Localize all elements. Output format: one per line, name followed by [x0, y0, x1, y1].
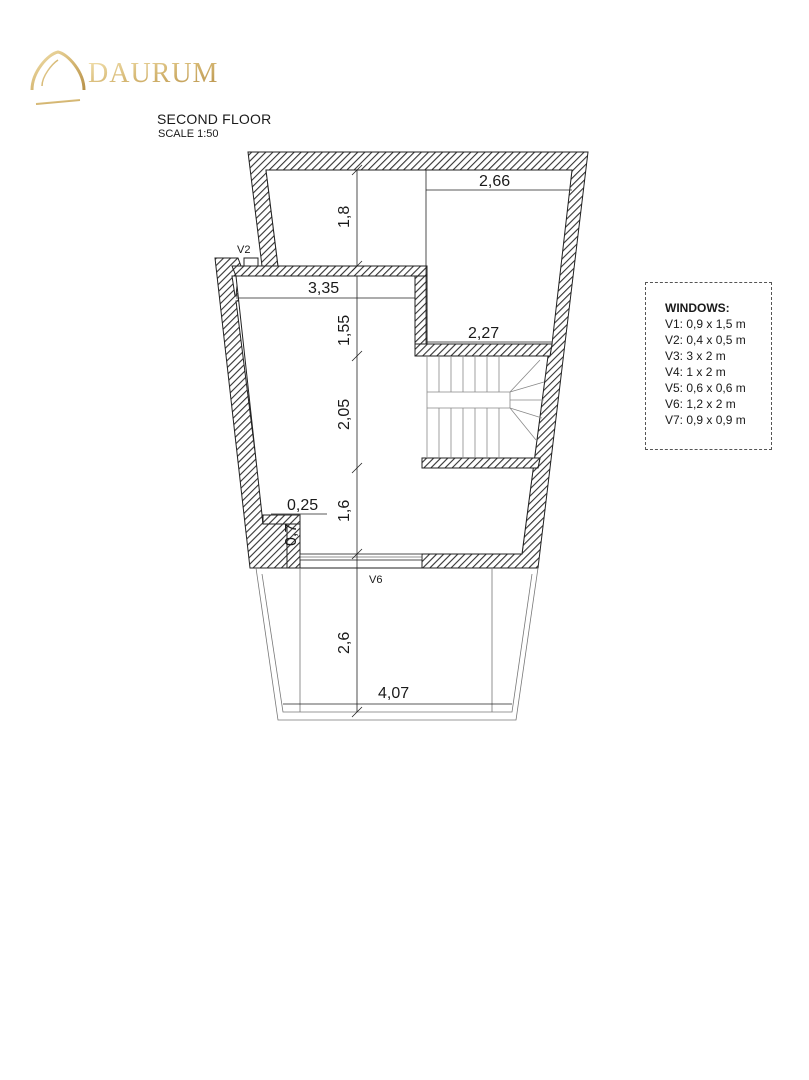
dim-mid-height-upper: 1,55 [336, 314, 353, 346]
legend-item: V3: 3 x 2 m [665, 349, 726, 363]
dim-terrace-height: 2,6 [336, 631, 353, 654]
legend-item: V7: 0,9 x 0,9 m [665, 413, 746, 427]
legend-item: V1: 0,9 x 1,5 m [665, 317, 746, 331]
drawing-scale: SCALE 1:50 [158, 128, 219, 140]
legend-item: V6: 1,2 x 2 m [665, 397, 736, 411]
dim-terrace-width: 4,07 [378, 685, 410, 702]
dim-mid-width: 3,35 [308, 280, 340, 297]
windows-legend [645, 282, 772, 450]
legend-title: WINDOWS: [665, 301, 730, 315]
drawing-title: SECOND FLOOR [157, 111, 272, 127]
legend-item: V4: 1 x 2 m [665, 365, 726, 379]
dim-bottom-height: 1,6 [336, 499, 353, 522]
dim-mid-height-lower: 2,05 [336, 398, 353, 430]
brand-name: DAURUM [88, 58, 219, 89]
dim-stair-width: 2,27 [468, 325, 500, 342]
dim-top-room-height: 1,8 [336, 205, 353, 228]
window-v2-label: V2 [237, 244, 251, 256]
legend-item: V2: 0,4 x 0,5 m [665, 333, 746, 347]
window-v6 [300, 554, 422, 586]
legend-item: V5: 0,6 x 0,6 m [665, 381, 746, 395]
dim-top-room-width: 2,66 [479, 173, 511, 190]
dim-niche-height: 0,7 [283, 523, 300, 546]
window-v6-label: V6 [369, 574, 383, 586]
dim-corner-width: 0,25 [287, 497, 319, 514]
